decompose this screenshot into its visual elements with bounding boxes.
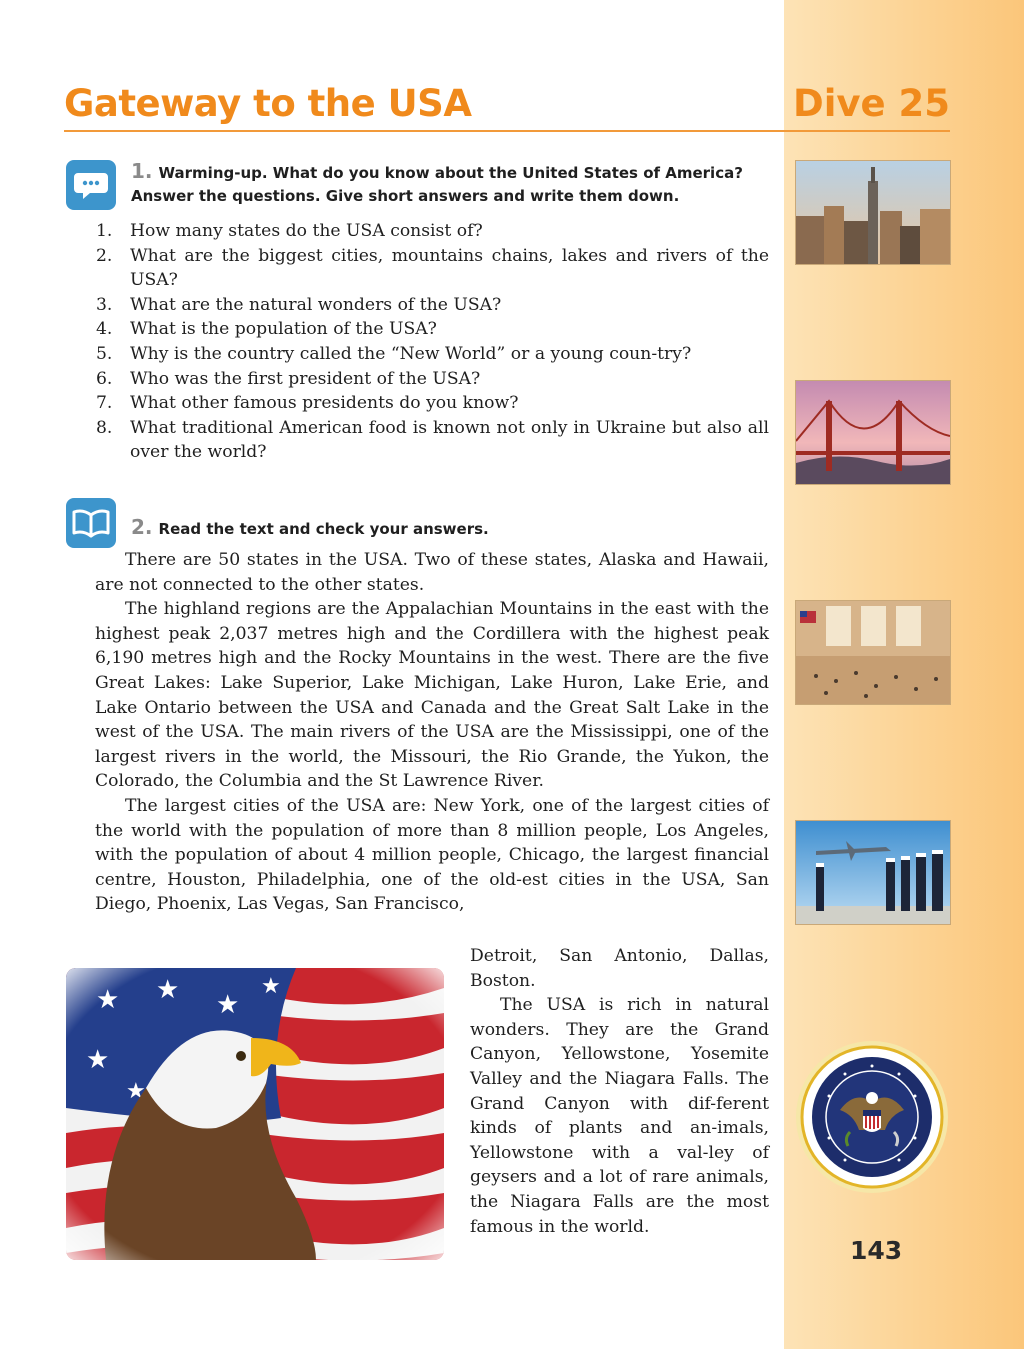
- golden-gate-bridge-photo: [795, 380, 951, 485]
- list-item: [96, 391, 769, 416]
- speech-bubble-icon: [66, 160, 116, 210]
- question-number: 8.: [96, 417, 113, 438]
- marines-parade-photo: [795, 820, 951, 925]
- list-item: [96, 416, 769, 465]
- new-york-skyline-photo: [795, 160, 951, 265]
- grand-central-terminal-photo: [795, 600, 951, 705]
- list-item: [96, 317, 769, 342]
- task-2-instructions: Read the text and check your answers.: [158, 520, 489, 538]
- question-text: Why is the country called the “New World” or a young coun-try?: [130, 343, 692, 364]
- reading-text: [95, 548, 769, 917]
- question-number: 6.: [96, 368, 113, 389]
- paragraph: The largest cities of the USA are: New York, one of the largest cities of the world with the population of more than 8 million people, Los Angeles, with the population of about 4 million people, Chicago, the largest financial centre, Houston, Philadelphia, one of the old-est cities in the USA, San Diego, Phoenix, Las Vegas, San Francisco,: [95, 795, 769, 915]
- question-text: What is the population of the USA?: [130, 319, 437, 340]
- question-text: What are the natural wonders of the USA?: [130, 294, 502, 315]
- open-book-icon: [66, 498, 116, 548]
- task-1-instructions: Warming-up. What do you know about the United States of America? Answer the questions. Give short answers and write them down.: [131, 164, 743, 205]
- task-2-heading: [131, 516, 771, 541]
- task-2-number: 2.: [131, 515, 153, 539]
- reading-text-continued: [470, 944, 769, 1239]
- question-text: What traditional American food is known not only in Ukraine but also all over the world?: [130, 417, 769, 463]
- list-item: [96, 342, 769, 367]
- task-1-heading: [131, 160, 771, 208]
- header-divider: [64, 130, 950, 132]
- question-number: 7.: [96, 393, 113, 414]
- list-item: [96, 293, 769, 318]
- question-number: 3.: [96, 294, 113, 315]
- page-title: Gateway to the USA: [64, 82, 472, 125]
- page-number: 143: [850, 1236, 903, 1265]
- question-number: 2.: [96, 245, 113, 266]
- question-number: 4.: [96, 319, 113, 340]
- paragraph-continuation: Detroit, San Antonio, Dallas, Boston.: [470, 946, 769, 991]
- question-number: 5.: [96, 343, 113, 364]
- list-item: [96, 367, 769, 392]
- list-item: [96, 244, 769, 293]
- task-1-number: 1.: [131, 159, 153, 183]
- question-text: How many states do the USA consist of?: [130, 221, 483, 241]
- eagle-flag-image: [66, 968, 444, 1260]
- presidential-seal-image: [795, 1040, 949, 1194]
- question-text: What other famous presidents do you know?: [130, 393, 519, 414]
- paragraph: There are 50 states in the USA. Two of these states, Alaska and Hawaii, are not connected to the other states.: [95, 550, 769, 595]
- question-list: [96, 219, 769, 465]
- question-text: What are the biggest cities, mountains chains, lakes and rivers of the USA?: [130, 245, 769, 291]
- paragraph: The highland regions are the Appalachian Mountains in the east with the highest peak 2,037 metres high and the Cordillera with the highest peak 6,190 metres high and the Rocky Mountains in the west. There are the five Great Lakes: Lake Superior, Lake Michigan, Lake Huron, Lake Erie, and Lake Ontario between the USA and Canada and the Great Salt Lake in the west of the USA. The main rivers of the USA are the Mississippi, one of the largest rivers in the world, the Missouri, the Rio Grande, the Yukon, the Colorado, the Columbia and the St Lawrence River.: [95, 599, 769, 792]
- question-text: Who was the first president of the USA?: [130, 368, 481, 389]
- question-number: 1.: [96, 221, 113, 241]
- list-item: [96, 219, 769, 244]
- unit-label: Dive 25: [793, 82, 950, 125]
- paragraph: The USA is rich in natural wonders. They are the Grand Canyon, Yellowstone, Yosemite Valley and the Niagara Falls. The Grand Canyon with dif-ferent kinds of plants and an-imals, Yellowstone with a val-ley of geysers and a lot of rare animals, the Niagara Falls are the most famous in the world.: [470, 995, 769, 1237]
